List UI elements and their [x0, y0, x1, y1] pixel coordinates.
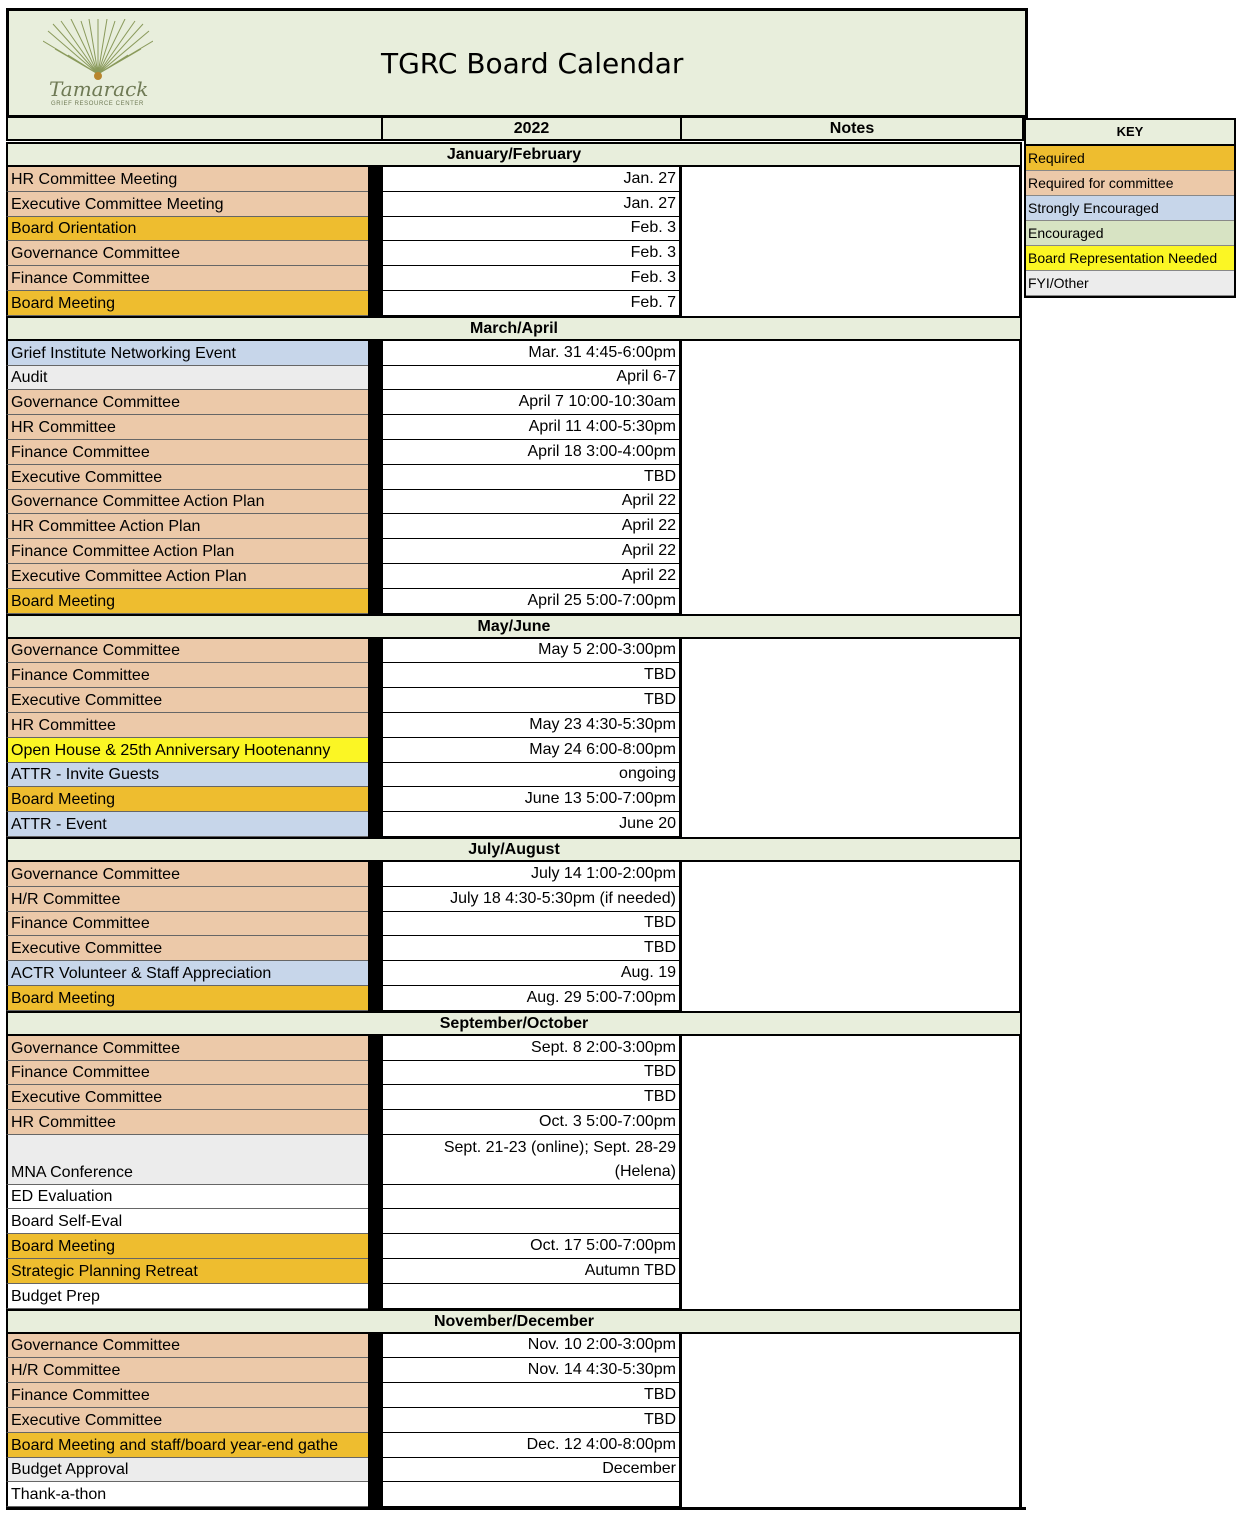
event-date-text: Feb. 3 [630, 268, 676, 286]
event-name: ED Evaluation [6, 1185, 368, 1210]
logo-subtitle: GRIEF RESOURCE CENTER [51, 101, 144, 107]
event-date [382, 241, 680, 266]
separator-bar [368, 465, 382, 490]
key-item: Board Representation Needed [1026, 246, 1234, 271]
key-item: Strongly Encouraged [1026, 196, 1234, 221]
separator-bar [368, 167, 382, 192]
separator-bar [368, 490, 382, 515]
separator-bar [368, 1185, 382, 1210]
event-date-text: Nov. 14 4:30-5:30pm [527, 1361, 676, 1379]
event-date-text: TBD [644, 666, 676, 684]
separator-bar [368, 936, 382, 961]
separator-bar [368, 1061, 382, 1086]
separator-bar [368, 1433, 382, 1458]
event-date [382, 1383, 680, 1408]
event-name: HR Committee Action Plan [6, 514, 368, 539]
separator-bar [368, 738, 382, 763]
separator-bar [368, 390, 382, 415]
event-date [382, 663, 680, 688]
event-date-text: May 24 6:00-8:00pm [529, 740, 676, 758]
separator-bar [368, 1085, 382, 1110]
separator-bar [368, 266, 382, 291]
event-date [382, 291, 680, 316]
event-date-text: TBD [644, 939, 676, 957]
separator-bar [368, 514, 382, 539]
separator-bar [368, 1135, 382, 1185]
event-date [382, 1036, 680, 1061]
notes-cell[interactable] [680, 862, 1022, 1011]
event-date-text: April 7 10:00-10:30am [518, 393, 676, 411]
event-name: Finance Committee Action Plan [6, 539, 368, 564]
event-date-text: April 22 [621, 517, 676, 535]
event-date-text: Autumn TBD [584, 1261, 676, 1279]
event-date-text: Oct. 3 5:00-7:00pm [539, 1112, 676, 1130]
notes-cell[interactable] [680, 167, 1022, 316]
separator-bar [368, 812, 382, 837]
event-date [382, 390, 680, 415]
event-date-text: July 18 4:30-5:30pm (if needed) [450, 889, 676, 907]
event-date-text: April 22 [621, 492, 676, 510]
event-name: HR Committee [6, 713, 368, 738]
event-date [382, 912, 680, 937]
event-name: Board Meeting [6, 986, 368, 1011]
section-header: July/August [6, 837, 1022, 862]
event-date [382, 1433, 680, 1458]
event-date-text: Aug. 29 5:00-7:00pm [526, 988, 676, 1006]
event-date [382, 1334, 680, 1359]
event-date-text: Aug. 19 [620, 963, 676, 981]
event-name: H/R Committee [6, 887, 368, 912]
separator-bar [368, 1358, 382, 1383]
key-item: Required for committee [1026, 171, 1234, 196]
event-date [382, 986, 680, 1011]
event-name: Audit [6, 366, 368, 391]
event-name: HR Committee [6, 415, 368, 440]
event-date-text: Sept. 8 2:00-3:00pm [531, 1038, 676, 1056]
event-date-text: April 11 4:00-5:30pm [528, 417, 676, 435]
separator-bar [368, 961, 382, 986]
event-name: Executive Committee [6, 1408, 368, 1433]
event-name: Board Meeting [6, 1234, 368, 1259]
color-key [1024, 118, 1236, 298]
event-name: Executive Committee [6, 1085, 368, 1110]
event-date-text: December [602, 1460, 676, 1478]
separator-bar [368, 539, 382, 564]
event-name: ATTR - Invite Guests [6, 763, 368, 788]
event-name: Executive Committee [6, 688, 368, 713]
separator-bar [368, 1284, 382, 1309]
event-date [382, 266, 680, 291]
notes-column-header: Notes [680, 116, 1024, 141]
event-date [382, 763, 680, 788]
key-item: Encouraged [1026, 221, 1234, 246]
year-column-header: 2022 [381, 116, 682, 141]
event-date [382, 887, 680, 912]
event-date-text: Oct. 17 5:00-7:00pm [530, 1236, 676, 1254]
separator-bar [368, 291, 382, 316]
section-header: January/February [6, 142, 1022, 167]
event-name: Governance Committee [6, 241, 368, 266]
event-name: Executive Committee [6, 936, 368, 961]
separator-bar [368, 589, 382, 614]
event-date [382, 539, 680, 564]
event-date [382, 514, 680, 539]
event-date [382, 961, 680, 986]
event-name: Board Meeting [6, 291, 368, 316]
event-name: Executive Committee [6, 465, 368, 490]
event-name: Board Meeting [6, 589, 368, 614]
event-name: H/R Committee [6, 1358, 368, 1383]
event-date [382, 1085, 680, 1110]
key-list [1026, 146, 1234, 296]
event-date [382, 415, 680, 440]
event-date-text: Sept. 21-23 (online); Sept. 28-29 [443, 1138, 676, 1156]
event-date-text: Feb. 7 [630, 293, 676, 311]
event-date-text: June 13 5:00-7:00pm [524, 790, 676, 808]
separator-bar [368, 217, 382, 242]
event-date [382, 192, 680, 217]
event-column-header [6, 116, 383, 141]
notes-cell[interactable] [680, 639, 1022, 837]
event-date-text: April 18 3:00-4:00pm [527, 442, 676, 460]
event-name: HR Committee Meeting [6, 167, 368, 192]
separator-bar [368, 688, 382, 713]
notes-cell[interactable] [680, 341, 1022, 614]
event-date [382, 490, 680, 515]
event-name: Governance Committee [6, 390, 368, 415]
event-date [382, 465, 680, 490]
page-title: TGRC Board Calendar [381, 47, 684, 80]
event-date-text: June 20 [619, 814, 676, 832]
separator-bar [368, 787, 382, 812]
separator-bar [368, 415, 382, 440]
event-date [382, 217, 680, 242]
event-date-text: ongoing [619, 765, 676, 783]
event-name: HR Committee [6, 1110, 368, 1135]
event-date [382, 787, 680, 812]
event-name: Budget Approval [6, 1458, 368, 1483]
event-date [382, 167, 680, 192]
event-date-text: TBD [644, 467, 676, 485]
calendar-header [6, 8, 1028, 119]
event-date [382, 936, 680, 961]
event-name: Budget Prep [6, 1284, 368, 1309]
event-date [382, 1135, 680, 1185]
section-header: March/April [6, 316, 1022, 341]
event-date-text: April 25 5:00-7:00pm [527, 591, 676, 609]
event-name: MNA Conference [6, 1135, 368, 1185]
separator-bar [368, 862, 382, 887]
table-bottom-border [6, 1507, 1026, 1510]
section-header: May/June [6, 614, 1022, 639]
event-name: Governance Committee [6, 1036, 368, 1061]
event-date-text: April 6-7 [616, 368, 676, 386]
event-name: Board Meeting and staff/board year-end gathe [6, 1433, 368, 1458]
event-date [382, 1234, 680, 1259]
section-header: November/December [6, 1309, 1022, 1334]
separator-bar [368, 986, 382, 1011]
event-date-text: TBD [644, 914, 676, 932]
key-item: FYI/Other [1026, 271, 1234, 296]
separator-bar [368, 1036, 382, 1061]
event-date [382, 1209, 680, 1234]
separator-bar [368, 1334, 382, 1359]
separator-bar [368, 1234, 382, 1259]
separator-bar [368, 887, 382, 912]
event-date [382, 1061, 680, 1086]
event-date [382, 1458, 680, 1483]
event-date [382, 366, 680, 391]
event-name: Grief Institute Networking Event [6, 341, 368, 366]
separator-bar [368, 366, 382, 391]
key-item: Required [1026, 146, 1234, 171]
event-date-text: July 14 1:00-2:00pm [531, 864, 676, 882]
event-date [382, 738, 680, 763]
event-date-text: Jan. 27 [623, 169, 676, 187]
separator-bar [368, 639, 382, 664]
notes-cell[interactable] [680, 1036, 1022, 1309]
event-date [382, 639, 680, 664]
event-date-text-line2: (Helena) [614, 1162, 676, 1180]
event-date-text: Mar. 31 4:45-6:00pm [528, 343, 676, 361]
event-date [382, 1482, 680, 1507]
event-date [382, 589, 680, 614]
separator-bar [368, 1110, 382, 1135]
separator-bar [368, 564, 382, 589]
event-date [382, 1358, 680, 1383]
separator-bar [368, 663, 382, 688]
separator-bar [368, 192, 382, 217]
separator-bar [368, 1259, 382, 1284]
event-name: Governance Committee Action Plan [6, 490, 368, 515]
event-name: Thank-a-thon [6, 1482, 368, 1507]
event-date-text: Feb. 3 [630, 244, 676, 262]
separator-bar [368, 1482, 382, 1507]
key-title: KEY [1026, 120, 1234, 146]
event-date-text: Nov. 10 2:00-3:00pm [527, 1336, 676, 1354]
event-date-text: TBD [644, 690, 676, 708]
event-name: Governance Committee [6, 1334, 368, 1359]
event-date [382, 1259, 680, 1284]
event-name: Executive Committee Action Plan [6, 564, 368, 589]
event-date [382, 688, 680, 713]
event-date [382, 341, 680, 366]
event-name: Governance Committee [6, 639, 368, 664]
event-name: Finance Committee [6, 663, 368, 688]
separator-bar [368, 912, 382, 937]
event-date-text: TBD [644, 1385, 676, 1403]
event-date [382, 440, 680, 465]
event-name: Board Orientation [6, 217, 368, 242]
event-date [382, 1408, 680, 1433]
event-date-text: Dec. 12 4:00-8:00pm [526, 1435, 676, 1453]
separator-bar [368, 1408, 382, 1433]
event-date-text: TBD [644, 1063, 676, 1081]
event-name: Board Meeting [6, 787, 368, 812]
logo-wordmark: Tamarack [49, 77, 149, 101]
event-name: Strategic Planning Retreat [6, 1259, 368, 1284]
separator-bar [368, 1458, 382, 1483]
event-date [382, 1110, 680, 1135]
separator-bar [368, 1209, 382, 1234]
event-name: Governance Committee [6, 862, 368, 887]
event-name: Finance Committee [6, 440, 368, 465]
event-name: Board Self-Eval [6, 1209, 368, 1234]
separator-bar [368, 713, 382, 738]
event-name: Finance Committee [6, 912, 368, 937]
event-date [382, 812, 680, 837]
separator-bar [368, 241, 382, 266]
event-date-text: April 22 [621, 541, 676, 559]
event-date [382, 713, 680, 738]
separator-bar [368, 1383, 382, 1408]
event-date [382, 862, 680, 887]
event-date-text: TBD [644, 1410, 676, 1428]
event-date [382, 1284, 680, 1309]
event-date-text: May 5 2:00-3:00pm [538, 641, 676, 659]
separator-bar [368, 341, 382, 366]
event-date-text: Jan. 27 [623, 194, 676, 212]
event-date-text: TBD [644, 1088, 676, 1106]
event-name: Open House & 25th Anniversary Hootenanny [6, 738, 368, 763]
notes-cell[interactable] [680, 1334, 1022, 1508]
event-date-text: April 22 [621, 566, 676, 584]
event-date [382, 564, 680, 589]
section-header: September/October [6, 1011, 1022, 1036]
event-name: ACTR Volunteer & Staff Appreciation [6, 961, 368, 986]
event-date [382, 1185, 680, 1210]
event-name: Finance Committee [6, 1383, 368, 1408]
event-name: ATTR - Event [6, 812, 368, 837]
event-date-text: Feb. 3 [630, 219, 676, 237]
event-name: Finance Committee [6, 1061, 368, 1086]
event-name: Finance Committee [6, 266, 368, 291]
separator-bar [368, 763, 382, 788]
event-name: Executive Committee Meeting [6, 192, 368, 217]
event-date-text: May 23 4:30-5:30pm [529, 715, 676, 733]
separator-bar [368, 440, 382, 465]
